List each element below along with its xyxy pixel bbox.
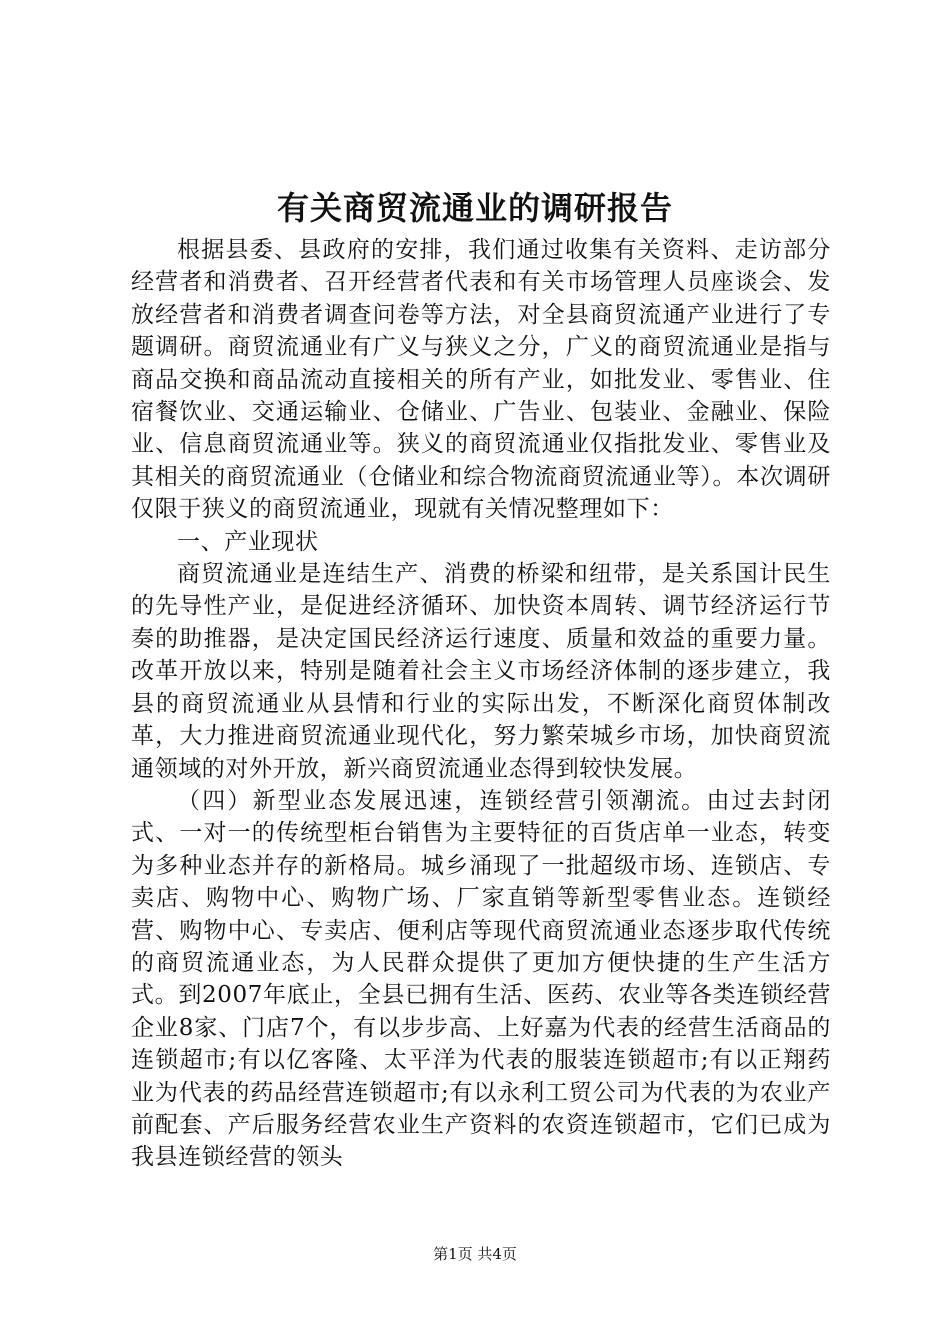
new-formats-paragraph: （四）新型业态发展迅速，连锁经营引领潮流。由过去封闭式、一对一的传统型柜台销售为主要特征的百货店单一业态，转变为多种业态并存的新格局。城乡涌现了一批超级市场、连锁店、专卖店、购物中心、购物广场、厂家直销等新型零售业态。连锁经营、购物中心、专卖店、便利店等现代商贸流通业态逐步取代传统的商贸流通业态，为人民群众提供了更加方便快捷的生产生活方式。到2007年底止，全县已拥有生活、医药、农业等各类连锁经营企业8家、门店7个，有以步步高、上好嘉为代表的经营生活商品的连锁超市;有以亿客隆、太平洋为代表的服装连锁超市;有以正翔药业为代表的药品经营连锁超市;有以永利工贸公司为代表的为农业产前配套、产后服务经营农业生产资料的农资连锁超市，它们已成为我县连锁经营的领头 <box>131 787 831 1171</box>
status-paragraph: 商贸流通业是连结生产、消费的桥梁和纽带，是关系国计民生的先导性产业，是促进经济循环、加快资本周转、调节经济运行节奏的助推器，是决定国民经济运行速度、质量和效益的重要力量。改革开放以来，特别是随着社会主义市场经济体制的逐步建立，我县的商贸流通业从县情和行业的实际出发，不断深化商贸体制改革，大力推进商贸流通业现代化，努力繁荣城乡市场，加快商贸流通领域的对外开放，新兴商贸流通业态得到较快发展。 <box>131 561 831 782</box>
document-title: 有关商贸流通业的调研报告 <box>276 189 673 227</box>
page-number: 第1页 共4页 <box>433 1245 517 1263</box>
section-heading: 一、产业现状 <box>177 528 319 555</box>
intro-paragraph: 根据县委、县政府的安排，我们通过收集有关资料、走访部分经营者和消费者、召开经营者代表和有关市场管理人员座谈会、发放经营者和消费者调查问卷等方法，对全县商贸流通产业进行了专题调研。商贸流通业有广义与狭义之分，广义的商贸流通业是指与商品交换和商品流动直接相关的所有产业，如批发业、零售业、住宿餐饮业、交通运输业、仓储业、广告业、包装业、金融业、保险业、信息商贸流通业等。狭义的商贸流通业仅指批发业、零售业及其相关的商贸流通业（仓储业和综合物流商贸流通业等）。本次调研仅限于狭义的商贸流通业，现就有关情况整理如下： <box>131 237 831 523</box>
document-body <box>131 234 831 1174</box>
